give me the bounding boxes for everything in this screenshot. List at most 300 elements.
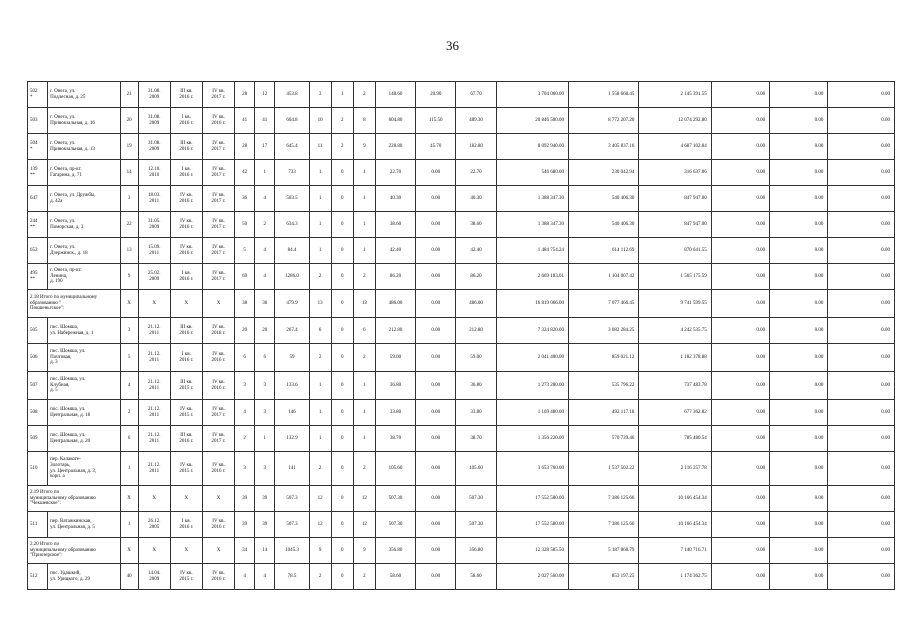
data-cell: 3 [309, 82, 331, 108]
data-cell: 7 324 820.00 [496, 318, 568, 344]
data-cell: 20 [255, 318, 275, 344]
data-cell: 6 [235, 344, 255, 372]
data-cell: 86.20 [456, 264, 496, 290]
data-cell: 14 [120, 160, 138, 186]
data-cell: 38 [235, 290, 255, 318]
data-cell: 0 [331, 344, 353, 372]
data-cell: 5 187 868.79 [568, 538, 638, 564]
data-cell: 0.00 [770, 344, 828, 372]
data-cell: 38.60 [456, 212, 496, 238]
data-cell: 0.00 [828, 238, 895, 264]
data-cell: IV кв. 2018 г. [202, 318, 234, 344]
data-cell: 1 [309, 426, 331, 452]
table-row [28, 400, 895, 426]
data-cell: 31.08. 2009 [138, 134, 170, 160]
data-cell: 0.00 [711, 538, 769, 564]
data-cell: 38.70 [456, 426, 496, 452]
data-cell: 267.4 [275, 318, 309, 344]
data-cell: X [138, 486, 170, 512]
data-cell: 58.60 [456, 564, 496, 590]
data-cell: 0 [331, 564, 353, 590]
data-cell: X [138, 290, 170, 318]
data-cell: 0.00 [770, 486, 828, 512]
object-id: 502 * [28, 82, 48, 108]
table-row [28, 564, 895, 590]
table-row [28, 512, 895, 538]
data-cell: 9 [120, 264, 138, 290]
data-cell: 1 [120, 512, 138, 538]
data-cell: 10 [309, 108, 331, 134]
data-cell: 535 796.22 [568, 372, 638, 400]
data-cell: X [120, 538, 138, 564]
address-cell: пос. Шомша, ул. Центральная, д. 20 [48, 426, 120, 452]
data-cell: X [138, 538, 170, 564]
data-cell: 19 [120, 134, 138, 160]
data-cell: 785 480.54 [639, 426, 711, 452]
data-cell: 12 [309, 512, 331, 538]
table-row [28, 108, 895, 134]
data-cell: 0.00 [711, 372, 769, 400]
data-cell: 3 [120, 318, 138, 344]
data-cell: 21.12. 2011 [138, 372, 170, 400]
data-cell: 0.00 [828, 264, 895, 290]
data-cell: 78.5 [275, 564, 309, 590]
data-cell: III кв. 2015 г. [170, 372, 202, 400]
data-cell: 12 [353, 486, 375, 512]
data-cell: III кв. 2016 г. [170, 134, 202, 160]
data-cell: 0.00 [416, 400, 456, 426]
data-cell: 0.00 [416, 160, 456, 186]
data-cell: 0.00 [770, 318, 828, 344]
data-cell: 0.00 [711, 82, 769, 108]
table-row [28, 344, 895, 372]
data-cell: 2 041 400.00 [496, 344, 568, 372]
data-cell: 14.04. 2009 [138, 564, 170, 590]
table-row [28, 372, 895, 400]
data-cell: 4 [255, 238, 275, 264]
data-cell: 36.80 [456, 372, 496, 400]
data-cell: 31.08. 2009 [138, 108, 170, 134]
data-cell: 0.00 [770, 212, 828, 238]
data-cell: 0.00 [416, 372, 456, 400]
data-cell: 0 [331, 486, 353, 512]
data-cell: 604.80 [375, 108, 415, 134]
data-cell: 50 [235, 212, 255, 238]
table-row [28, 212, 895, 238]
data-cell: I кв. 2016 г. [170, 160, 202, 186]
data-cell: 0.00 [711, 108, 769, 134]
data-cell: 34 [235, 538, 255, 564]
data-cell: 4 [120, 372, 138, 400]
data-cell: 5 [120, 344, 138, 372]
data-cell: 38.70 [375, 426, 415, 452]
address-cell: г. Онега, ул. Поморская, д. 3 [48, 212, 120, 238]
data-cell: 39 [235, 486, 255, 512]
data-cell: 39 [255, 486, 275, 512]
data-cell: 26.12. 2005 [138, 512, 170, 538]
data-cell: 0.00 [828, 452, 895, 486]
data-cell: 0.00 [416, 290, 456, 318]
data-cell: IV кв. 2016 г. [202, 512, 234, 538]
data-cell: 1 [309, 212, 331, 238]
data-cell: 12 074 292.80 [639, 108, 711, 134]
data-cell: 31.08. 2009 [138, 82, 170, 108]
data-cell: 9 [309, 538, 331, 564]
data-cell: 2 [353, 452, 375, 486]
data-cell: 105.60 [375, 452, 415, 486]
data-cell: 1 [255, 426, 275, 452]
data-cell: 1286.0 [275, 264, 309, 290]
data-cell: 614 112.69 [568, 238, 638, 264]
data-cell: 0.00 [770, 452, 828, 486]
data-cell: 12 [309, 486, 331, 512]
data-cell: 20.90 [416, 82, 456, 108]
data-cell: 28 [235, 82, 255, 108]
table-row [28, 160, 895, 186]
data-cell: 132.9 [275, 426, 309, 452]
data-cell: 212.80 [456, 318, 496, 344]
data-cell: 22.70 [456, 160, 496, 186]
data-cell: IV кв. 2016 г. [202, 344, 234, 372]
data-cell: 0.00 [770, 160, 828, 186]
data-cell: 1 [353, 186, 375, 212]
data-cell: X [120, 486, 138, 512]
data-cell: I кв. 2016 г. [170, 264, 202, 290]
data-cell: 507.30 [456, 512, 496, 538]
data-cell: 9 [353, 134, 375, 160]
data-cell: 13 [309, 290, 331, 318]
data-cell: X [202, 538, 234, 564]
data-cell: 4 [255, 186, 275, 212]
data-cell: 1 356 220.00 [496, 426, 568, 452]
data-cell: 21.12. 2011 [138, 344, 170, 372]
data-cell: 22 [120, 212, 138, 238]
data-cell: 21 [120, 82, 138, 108]
data-cell: 0.00 [416, 512, 456, 538]
data-cell: 0.00 [828, 212, 895, 238]
data-cell: 486.00 [456, 290, 496, 318]
data-cell: 2 145 391.55 [639, 82, 711, 108]
data-cell: 540 406.30 [568, 186, 638, 212]
data-cell: 507.30 [375, 512, 415, 538]
data-cell: 0.00 [711, 186, 769, 212]
data-cell: 0.00 [711, 486, 769, 512]
data-cell: 1 558 668.45 [568, 82, 638, 108]
data-cell: IV кв. 2016 г. [202, 564, 234, 590]
data-cell: 0.00 [770, 372, 828, 400]
data-cell: 604.8 [275, 108, 309, 134]
data-cell: X [170, 538, 202, 564]
data-cell: 11 [309, 134, 331, 160]
data-cell: 3 405 837.16 [568, 134, 638, 160]
data-cell: 507.30 [375, 486, 415, 512]
data-cell: 0.00 [828, 318, 895, 344]
data-cell: 0.00 [770, 400, 828, 426]
object-id: 244 ** [28, 212, 48, 238]
data-cell: 45.70 [416, 134, 456, 160]
data-cell: X [202, 486, 234, 512]
data-cell: 0.00 [711, 452, 769, 486]
data-cell: 18.03. 2011 [138, 186, 170, 212]
data-cell: IV кв. 2017 г. [202, 238, 234, 264]
data-cell: 677 362.82 [639, 400, 711, 426]
data-cell: 2 [120, 400, 138, 426]
data-cell: 0.00 [711, 290, 769, 318]
data-cell: 0 [331, 186, 353, 212]
data-cell: 36 [255, 290, 275, 318]
data-cell: 1 388 347.30 [496, 186, 568, 212]
data-cell: 2 116 257.78 [639, 452, 711, 486]
data-cell: 25.02. 2009 [138, 264, 170, 290]
data-cell: 42.40 [456, 238, 496, 264]
data-cell: 0.00 [828, 160, 895, 186]
data-cell: 0.00 [711, 238, 769, 264]
data-cell: 4 [235, 564, 255, 590]
data-cell: 634.3 [275, 212, 309, 238]
data-cell: IV кв. 2015 г. [170, 564, 202, 590]
data-cell: 146 [275, 400, 309, 426]
object-id: 511 [28, 512, 48, 538]
object-id: 503 [28, 108, 48, 134]
data-cell: X [170, 486, 202, 512]
data-cell: 20 [235, 318, 255, 344]
data-cell: 17 [255, 134, 275, 160]
data-cell: 1 [309, 186, 331, 212]
data-cell: 1 [353, 426, 375, 452]
data-cell: 507.30 [456, 486, 496, 512]
data-cell: 0.00 [828, 372, 895, 400]
data-cell: 0 [331, 212, 353, 238]
data-cell: 1 537 502.22 [568, 452, 638, 486]
data-cell: 12 [255, 82, 275, 108]
data-cell: 0.00 [416, 452, 456, 486]
data-cell: 0.00 [416, 486, 456, 512]
data-cell: 1045.3 [275, 538, 309, 564]
data-cell: 570 739.46 [568, 426, 638, 452]
data-cell: 645.4 [275, 134, 309, 160]
data-cell: 7 386 125.66 [568, 512, 638, 538]
data-cell: 3 704 060.00 [496, 82, 568, 108]
data-cell: 3 [255, 452, 275, 486]
data-cell: 228.80 [375, 134, 415, 160]
data-cell: IV кв. 2017 г. [202, 134, 234, 160]
data-cell: 733 [275, 160, 309, 186]
data-cell: 1 [309, 372, 331, 400]
data-cell: 230 042.94 [568, 160, 638, 186]
data-cell: 847 947.00 [639, 186, 711, 212]
data-cell: 36.80 [375, 372, 415, 400]
data-cell: 133.6 [275, 372, 309, 400]
data-cell: 0.00 [711, 512, 769, 538]
data-cell: 40 [120, 564, 138, 590]
table-row [28, 186, 895, 212]
data-cell: 212.80 [375, 318, 415, 344]
data-cell: 489.30 [456, 108, 496, 134]
data-cell: 0.00 [770, 290, 828, 318]
data-cell: 4 687 102.84 [639, 134, 711, 160]
data-cell: 2 [353, 82, 375, 108]
data-cell: 0.00 [416, 426, 456, 452]
data-cell: 0.00 [828, 134, 895, 160]
data-cell: 0.00 [828, 486, 895, 512]
data-cell: 1 388 347.30 [496, 212, 568, 238]
data-cell: 8 772 207.20 [568, 108, 638, 134]
table-row [28, 238, 895, 264]
address-cell: г. Онега, ул. Дзержинск., д. 18 [48, 238, 120, 264]
data-cell: 1 [353, 212, 375, 238]
data-cell: 4 [255, 564, 275, 590]
data-cell: 870 641.55 [639, 238, 711, 264]
data-cell: 453.8 [275, 82, 309, 108]
data-cell: I кв. 2016 г. [170, 344, 202, 372]
data-cell: 1 174 362.75 [639, 564, 711, 590]
address-cell: пер. Ватажкинская, ул. Центральная, д. 5 [48, 512, 120, 538]
data-cell: 316 637.06 [639, 160, 711, 186]
data-cell: IV кв. 2017 г. [202, 186, 234, 212]
data-cell: 182.80 [456, 134, 496, 160]
data-cell: 3 [120, 186, 138, 212]
data-cell: 0.00 [828, 186, 895, 212]
data-cell: 2 [353, 344, 375, 372]
data-cell: 6 [353, 318, 375, 344]
data-cell: 7 386 125.66 [568, 486, 638, 512]
data-cell: 3 [235, 372, 255, 400]
data-cell: 3 [255, 372, 275, 400]
data-cell: 2 [255, 212, 275, 238]
data-cell: 2 [309, 344, 331, 372]
data-cell: 84.4 [275, 238, 309, 264]
data-cell: 12 328 585.50 [496, 538, 568, 564]
data-cell: 0.00 [770, 538, 828, 564]
data-cell: 1 [353, 238, 375, 264]
address-cell: пос. Шомша, ул. Набережная, д. 1 [48, 318, 120, 344]
address-cell: г. Онега, ул. Подлесная, д. 25 [48, 82, 120, 108]
data-cell: 21.12. 2011 [138, 318, 170, 344]
data-cell: 9 741 599.55 [639, 290, 711, 318]
data-cell: 2 [353, 564, 375, 590]
table-row [28, 318, 895, 344]
data-cell: 0.00 [711, 264, 769, 290]
subtotal-row [28, 290, 895, 318]
page-number: 36 [446, 38, 459, 53]
data-cell: 2 [235, 426, 255, 452]
object-id: 647 [28, 186, 48, 212]
housing-program-table [27, 81, 895, 590]
data-cell: 0.00 [711, 160, 769, 186]
data-cell: IV кв. 2015 г. [170, 452, 202, 486]
data-cell: 59 [275, 344, 309, 372]
data-cell: 1 [309, 400, 331, 426]
data-cell: 356.80 [456, 538, 496, 564]
data-cell: 10 166 454.34 [639, 486, 711, 512]
data-cell: 0.00 [828, 344, 895, 372]
data-cell: IV кв. 2016 г. [202, 372, 234, 400]
data-cell: 0 [331, 238, 353, 264]
data-cell: 2 [309, 452, 331, 486]
data-cell: 17 552 580.00 [496, 512, 568, 538]
data-cell: 859 021.12 [568, 344, 638, 372]
subtotal-label: 2.20 Итого по муниципальному образованию "Приозерское": [28, 538, 121, 564]
data-cell: 10 166 454.34 [639, 512, 711, 538]
object-id: 509 [28, 426, 48, 452]
data-cell: 0.00 [828, 512, 895, 538]
data-cell: 486.00 [375, 290, 415, 318]
data-cell: 59.00 [456, 344, 496, 372]
data-cell: 1 484 754.24 [496, 238, 568, 264]
address-cell: пос. Шомша, ул. Центральная, д. 18 [48, 400, 120, 426]
address-cell: г. Онега, пр-кт. Гагарина, д. 71 [48, 160, 120, 186]
data-cell: 0.00 [711, 318, 769, 344]
address-cell: пер. Калакоге- Золотарь, ул. Центральная, д. 3, корп. а [48, 452, 120, 486]
data-cell: 0.00 [416, 238, 456, 264]
data-cell: 16 819 066.00 [496, 290, 568, 318]
data-cell: 2 027 560.00 [496, 564, 568, 590]
data-cell: IV кв. 2017 г. [202, 82, 234, 108]
data-cell: 737 483.78 [639, 372, 711, 400]
data-cell: 0.00 [828, 426, 895, 452]
data-cell: 1 [120, 452, 138, 486]
data-cell: 31.05. 2009 [138, 212, 170, 238]
data-cell: 0 [331, 512, 353, 538]
data-cell: 20 [120, 108, 138, 134]
data-cell: 0 [331, 426, 353, 452]
data-cell: 0 [331, 400, 353, 426]
data-cell: 0.00 [770, 238, 828, 264]
data-cell: IV кв. 2015 г. [170, 400, 202, 426]
data-cell: 3 082 284.25 [568, 318, 638, 344]
data-cell: 0.00 [711, 212, 769, 238]
data-cell: 86.20 [375, 264, 415, 290]
address-cell: г. Онега, ул. Привокзальная, д. 16 [48, 108, 120, 134]
data-cell: 0.00 [828, 108, 895, 134]
data-cell: 17 552 580.00 [496, 486, 568, 512]
data-cell: IV кв. 2016 г. [202, 108, 234, 134]
data-cell: 148.60 [375, 82, 415, 108]
data-cell: IV кв. 2016 г. [170, 186, 202, 212]
data-cell: 12 [353, 512, 375, 538]
data-cell: 1 [255, 160, 275, 186]
data-cell: 41 [255, 108, 275, 134]
data-cell: 0.00 [416, 264, 456, 290]
data-cell: 0.00 [828, 82, 895, 108]
data-cell: 1 [331, 82, 353, 108]
data-cell: 33.80 [375, 400, 415, 426]
data-cell: IV кв. 2017 г. [202, 160, 234, 186]
data-cell: 15.09. 2011 [138, 238, 170, 264]
data-cell: 507.3 [275, 512, 309, 538]
data-cell: 13 [120, 238, 138, 264]
data-cell: 4 [255, 264, 275, 290]
data-cell: 0.00 [711, 564, 769, 590]
data-cell: 13 [353, 290, 375, 318]
data-cell: 6 [120, 426, 138, 452]
object-id: 510 [28, 452, 48, 486]
data-cell: 503.5 [275, 186, 309, 212]
data-cell: 0 [331, 160, 353, 186]
data-cell: 0.00 [828, 400, 895, 426]
data-cell: 0.00 [416, 538, 456, 564]
data-cell: 141 [275, 452, 309, 486]
data-cell: 0 [331, 318, 353, 344]
data-cell: 5 [235, 238, 255, 264]
data-cell: 7 077 466.45 [568, 290, 638, 318]
data-cell: 1 [353, 160, 375, 186]
data-cell: 9 [353, 538, 375, 564]
data-cell: 20 846 500.00 [496, 108, 568, 134]
data-cell: 36 [235, 186, 255, 212]
data-cell: 0 [331, 452, 353, 486]
data-cell: 4 [235, 400, 255, 426]
